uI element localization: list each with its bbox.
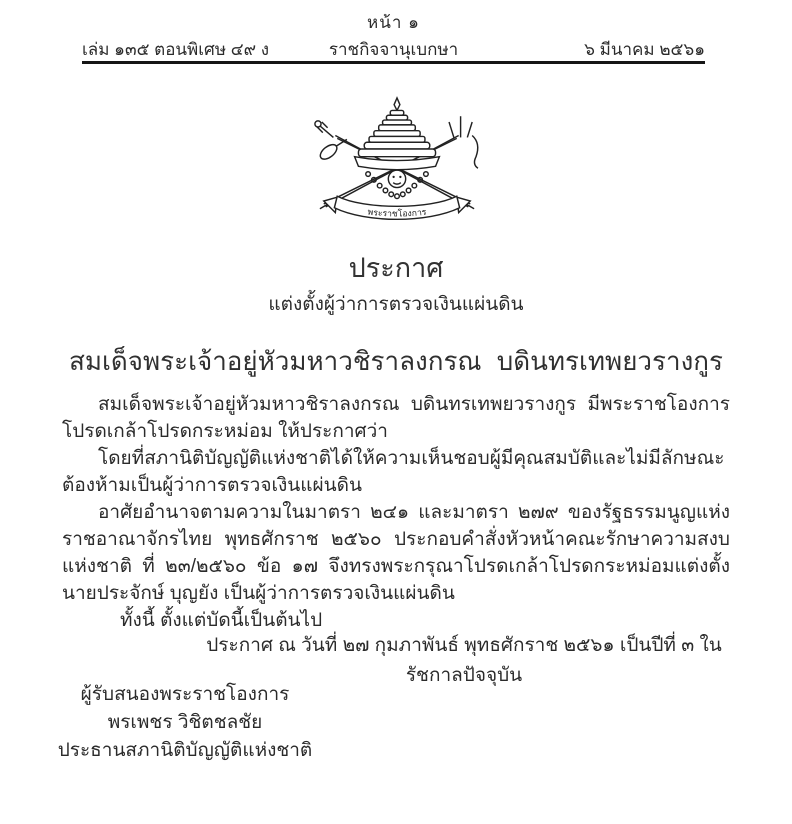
announcement-title: ประกาศ: [348, 253, 444, 283]
countersigner-title: ประธานสภานิติบัญญัติแห่งชาติ: [57, 740, 313, 761]
announcement-subtitle: แต่งตั้งผู้ว่าการตรวจเงินแผ่นดิน: [268, 294, 524, 315]
body-paragraph: ทั้งนี้ ตั้งแต่บัดนี้เป็นต้นไป: [120, 610, 323, 631]
countersignature-block: [56, 681, 314, 765]
body-paragraph: โดยที่สภานิติบัญญัติแห่งชาติได้ให้ความเห็นชอบผู้มีคุณสมบัติและไม่มีลักษณะต้องห้ามเป็นผู้ว่าการตรวจเงินแผ่นดิน: [62, 448, 725, 496]
masthead: [82, 36, 705, 63]
countersign-label: ผู้รับสนองพระราชโองการ: [80, 684, 290, 705]
royal-crown-icon: [355, 98, 440, 170]
royal-command-emblem-drawing: [291, 96, 503, 228]
body-paragraph: อาศัยอำนาจตามความในมาตรา ๒๔๑ และมาตรา ๒๗๙ ของรัฐธรรมนูญแห่งราชอาณาจักรไทย พุทธศักราช ๒๕๖๐ ประกอบคำสั่งหัวหน้าคณะรักษาความสงบแห่งชาติ ที่ ๒๓/๒๕๖๐ ข้อ ๑๗ จึงทรงพระกรุณาโปรดเกล้าโปรดกระหม่อมแต่งตั้ง นายประจักษ์ บุญยัง เป็นผู้ว่าการตรวจเงินแผ่นดิน: [62, 502, 730, 604]
volume-issue-label: เล่ม ๑๓๕ ตอนพิเศษ ๔๙ ง: [82, 40, 270, 59]
publication-date: ๖ มีนาคม ๒๕๖๑: [584, 40, 705, 59]
royal-command-emblem: [291, 96, 503, 228]
countersigner-name: พรเพชร วิชิตชลชัย: [107, 712, 263, 733]
royal-name-heading: สมเด็จพระเจ้าอยู่หัวมหาวชิราลงกรณ บดินทรเทพยวรางกูร: [69, 346, 723, 376]
emblem-banner-text: พระราชโองการ: [367, 206, 427, 219]
promulgation-date-line: ประกาศ ณ วันที่ ๒๗ กุมภาพันธ์ พุทธศักราช ๒๕๖๑ เป็นปีที่ ๓ ในรัชกาลปัจจุบัน: [206, 635, 722, 686]
garland-icon: [366, 170, 428, 198]
header-rule: [82, 61, 705, 64]
announcement-body: [62, 391, 730, 634]
page-number: หน้า ๑: [367, 13, 420, 32]
body-paragraph: สมเด็จพระเจ้าอยู่หัวมหาวชิราลงกรณ บดินทรเทพยวรางกูร มีพระราชโองการโปรดเกล้าโปรดกระหม่อม ให้ประกาศว่า: [62, 394, 730, 442]
ribbon-banner-icon: [324, 196, 470, 219]
gazette-title: ราชกิจจานุเบกษา: [328, 40, 459, 59]
